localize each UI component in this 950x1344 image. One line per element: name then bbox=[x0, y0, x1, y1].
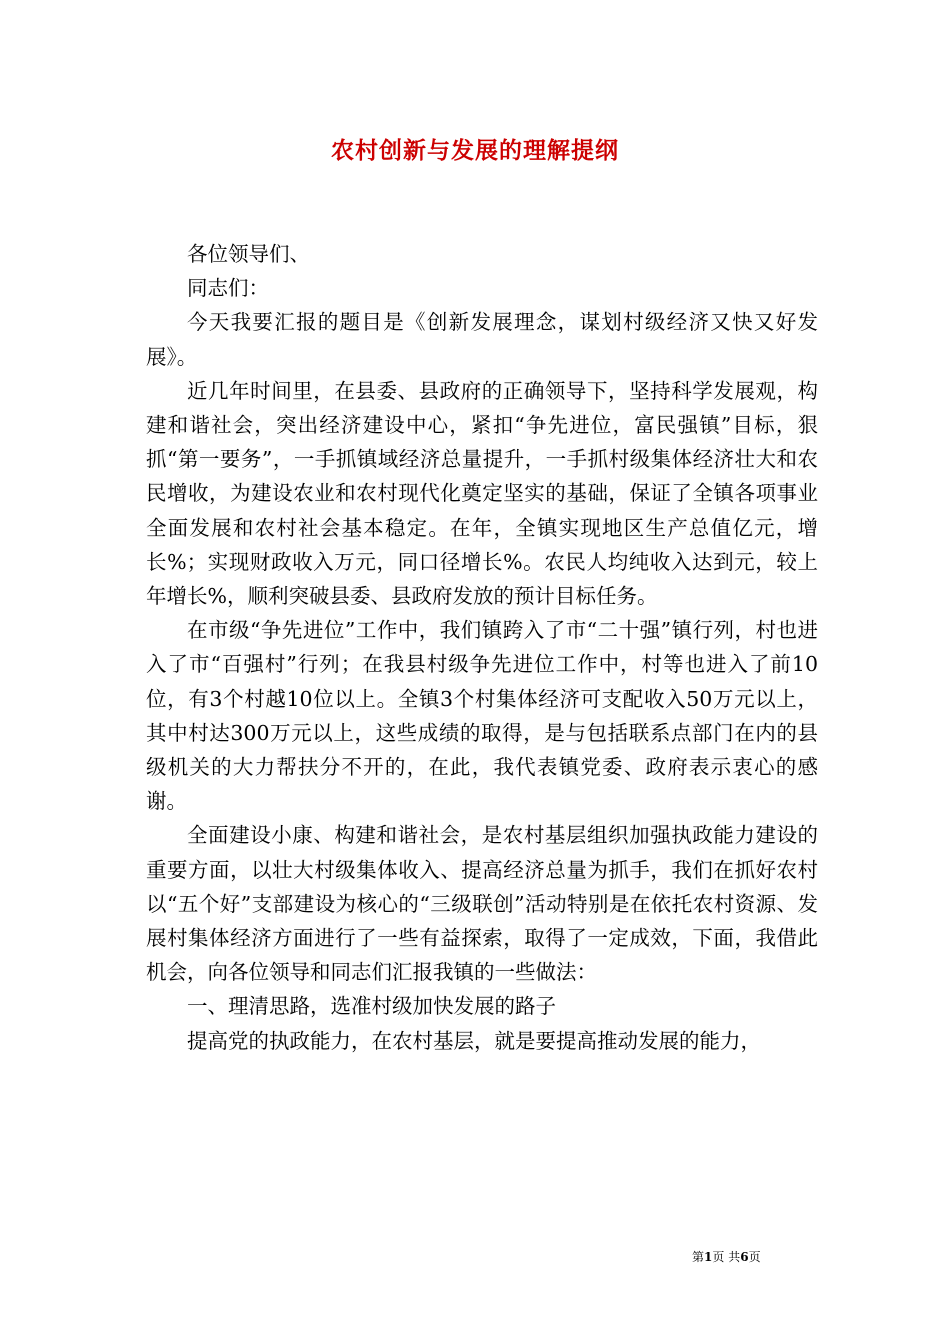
paragraph-rankings: 在市级“争先进位”工作中，我们镇跨入了市“二十强”镇行列，村也进入了市“百强村”行列；在我县村级争先进位工作中，村等也进入了前10位，有3个村越10位以上。全镇3个村集体经济可支配收入50万元以上，其中村达300万元以上，这些成绩的取得，是与包括联系点部门在内的县级机关的大力帮扶分不开的，在此，我代表镇党委、政府表示衷心的感谢。 bbox=[146, 618, 818, 814]
document-title: 农村创新与发展的理解提纲 bbox=[331, 137, 619, 164]
section-heading-1: 一、理清思路，选准村级加快发展的路子 bbox=[187, 994, 556, 1019]
salutation-leaders: 各位领导们、 bbox=[187, 242, 310, 266]
paragraph-report-topic: 今天我要汇报的题目是《创新发展理念，谋划村级经济又快又好发展》。 bbox=[146, 310, 818, 369]
footer-current-page: 1 bbox=[704, 1250, 713, 1264]
paragraph-exploration: 全面建设小康、构建和谐社会，是农村基层组织加强执政能力建设的重要方面，以壮大村级集体收入、提高经济总量为抓手，我们在抓好农村以“五个好”支部建设为核心的“三级联创”活动特别是在依托农村资源、发展村集体经济方面进行了一些有益探索，取得了一定成效，下面，我借此机会，向各位领导和同志们汇报我镇的一些做法： bbox=[146, 823, 818, 985]
paragraph-capability: 提高党的执政能力，在农村基层，就是要提高推动发展的能力， bbox=[187, 1028, 761, 1053]
page-footer bbox=[692, 1248, 761, 1265]
salutation-comrades: 同志们： bbox=[187, 276, 269, 301]
paragraph-achievements: 近几年时间里，在县委、县政府的正确领导下，坚持科学发展观，构建和谐社会，突出经济建设中心，紧扣“争先进位，富民强镇”目标，狠抓“第一要务”，一手抓镇域经济总量提升，一手抓村级集体经济壮大和农民增收，为建设农业和农村现代化奠定坚实的基础，保证了全镇各项事业全面发展和农村社会基本稳定。在年，全镇实现地区生产总值亿元，增长%；实现财政收入万元，同口径增长%。农民人均纯收入达到元，较上年增长%，顺利突破县委、县政府发放的预计目标任务。 bbox=[146, 378, 818, 609]
document-body bbox=[146, 237, 818, 1058]
footer-suffix: 页 bbox=[748, 1250, 761, 1264]
footer-prefix: 第 bbox=[692, 1250, 705, 1264]
footer-middle: 页 共 bbox=[712, 1250, 741, 1264]
footer-total-pages: 6 bbox=[740, 1250, 749, 1264]
